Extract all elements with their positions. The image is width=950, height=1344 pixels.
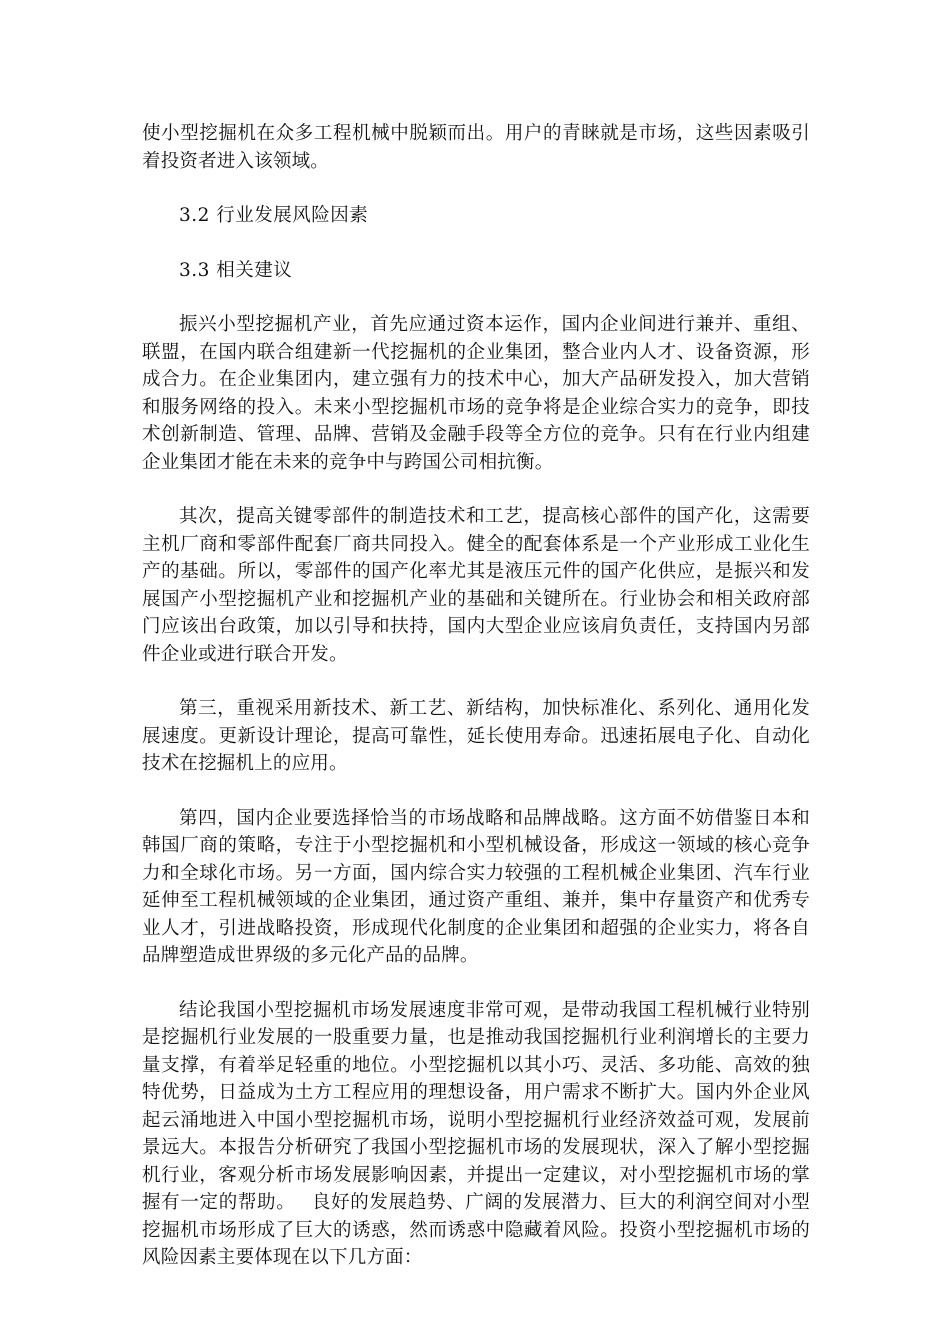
paragraph-new-technology: 第三，重视采用新技术、新工艺、新结构，加快标准化、系列化、通用化发展速度。更新设计理论，提高可靠性，延长使用寿命。迅速拓展电子化、自动化技术在挖掘机上的应用。 [142, 698, 810, 774]
paragraph-key-components: 其次，提高关键零部件的制造技术和工艺，提高核心部件的国产化，这需要主机厂商和零部件配套厂商共同投入。健全的配套体系是一个产业形成工业化生产的基础。所以，零部件的国产化率尤其是液压元件的国产化供应，是振兴和发展国产小型挖掘机产业和挖掘机产业的基础和关键所在。行业协会和相关政府部门应该出台政策，加以引导和扶持，国内大型企业应该肩负责任，支持国内另部件企业或进行联合开发。 [142, 506, 810, 665]
paragraph-conclusion: 结论我国小型挖掘机市场发展速度非常可观，是带动我国工程机械行业特别是挖掘机行业发展的一股重要力量，也是推动我国挖掘机行业利润增长的主要力量支撑，有着举足轻重的地位。小型挖掘机以其小巧、灵活、多功能、高效的独特优势，日益成为土方工程应用的理想设备，用户需求不断扩大。国内外企业风起云涌地进入中国小型挖掘机市场，说明小型挖掘机行业经济效益可观，发展前景远大。本报告分析研究了我国小型挖掘机市场的发展现状，深入了解小型挖掘机行业，客观分析市场发展影响因素，并提出一定建议，对小型挖掘机市场的掌握有一定的帮助。 良好的发展趋势、广阔的发展潜力、巨大的利润空间对小型挖掘机市场形成了巨大的诱惑，然而诱惑中隐藏着风险。投资小型挖掘机市场的风险因素主要体现在以下几方面： [142, 999, 810, 1268]
paragraph-industry-revival: 振兴小型挖掘机产业，首先应通过资本运作，国内企业间进行兼并、重组、联盟，在国内联合组建新一代挖掘机的企业集团，整合业内人才、设备资源，形成合力。在企业集团内，建立强有力的技术中心，加大产品研发投入，加大营销和服务网络的投入。未来小型挖掘机市场的竞争将是企业综合实力的竞争，即技术创新制造、管理、品牌、营销及金融手段等全方位的竞争。只有在行业内组建企业集团才能在未来的竞争中与跨国公司相抗衡。 [142, 314, 810, 473]
paragraph-market-strategy: 第四，国内企业要选择恰当的市场战略和品牌战略。这方面不妨借鉴日本和韩国厂商的策略，专注于小型挖掘机和小型机械设备，形成这一领域的核心竞争力和全球化市场。另一方面，国内综合实力较强的工程机械企业集团、汽车行业延伸至工程机械领域的企业集团，通过资产重组、兼并，集中存量资产和优秀专业人才，引进战略投资，形成现代化制度的企业集团和超强的企业实力，将各自品牌塑造成世界级的多元化产品的品牌。 [142, 807, 810, 966]
section-heading-3-3: 3.3 相关建议 [179, 259, 293, 281]
section-heading-3-2: 3.2 行业发展风险因素 [179, 205, 369, 226]
document-body [142, 120, 810, 1299]
paragraph-continued: 使小型挖掘机在众多工程机械中脱颖而出。用户的青睐就是市场，这些因素吸引着投资者进入该领域。 [142, 123, 810, 172]
